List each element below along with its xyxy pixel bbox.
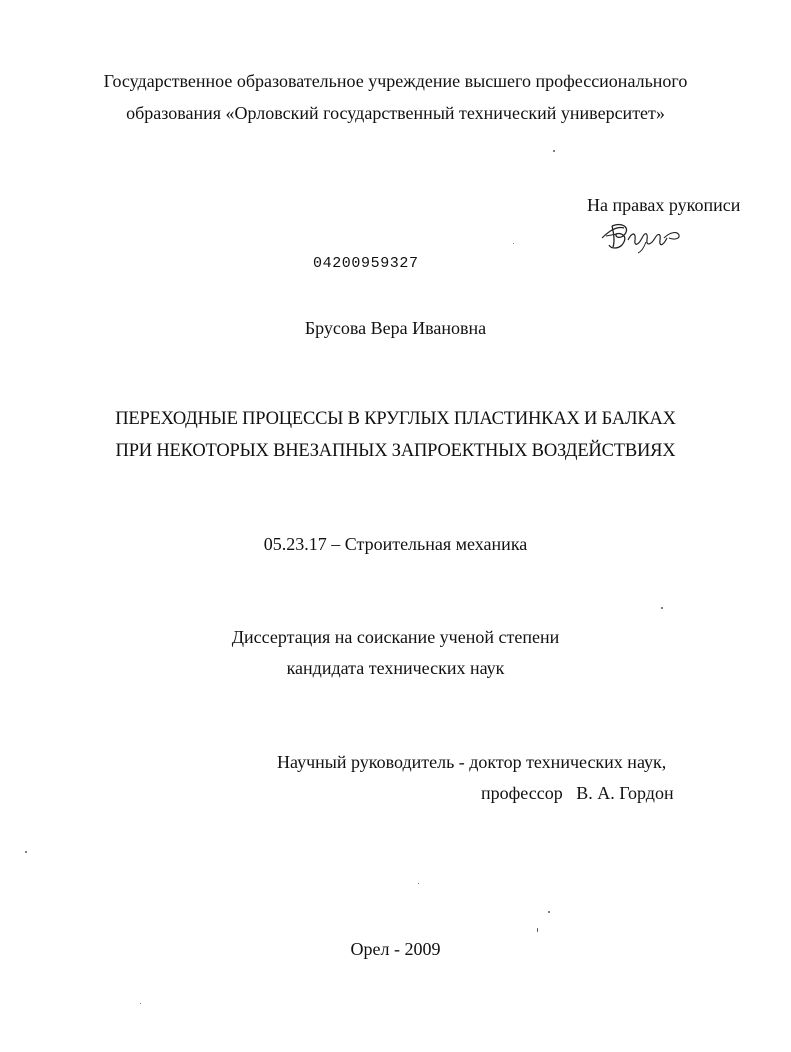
- scan-speck: [548, 911, 550, 913]
- handwritten-signature: [598, 216, 684, 254]
- institution-line-2: образования «Орловский государственный технический университет»: [126, 103, 665, 123]
- specialty-code: 05.23.17 – Строительная механика: [263, 534, 528, 554]
- scan-speck: [553, 150, 555, 152]
- author-name: Брусова Вера Ивановна: [304, 318, 487, 338]
- scan-speck: [418, 883, 419, 884]
- degree-line-2: кандидата технических наук: [286, 658, 505, 678]
- supervisor-line-2: профессор В. А. Гордон: [481, 783, 674, 803]
- scan-speck: [513, 243, 514, 244]
- scan-speck: [661, 607, 663, 609]
- institution-line-1: Государственное образовательное учреждение высшего профессионального: [103, 71, 688, 91]
- scan-speck: [25, 851, 27, 853]
- scan-speck: [537, 928, 538, 932]
- degree-line-1: Диссертация на соискание ученой степени: [231, 627, 560, 647]
- supervisor-line-1: Научный руководитель - доктор технических наук,: [277, 752, 667, 772]
- city-year: Орел - 2009: [350, 939, 441, 959]
- dissertation-title-line-1: ПЕРЕХОДНЫЕ ПРОЦЕССЫ В КРУГЛЫХ ПЛАСТИНКАХ И БАЛКАХ: [115, 409, 676, 429]
- scan-speck: [140, 1003, 141, 1004]
- catalog-number: 04200959327: [313, 255, 419, 272]
- manuscript-note: На правах рукописи: [587, 195, 741, 215]
- dissertation-title-line-2: ПРИ НЕКОТОРЫХ ВНЕЗАПНЫХ ЗАПРОЕКТНЫХ ВОЗДЕЙСТВИЯХ: [115, 441, 676, 461]
